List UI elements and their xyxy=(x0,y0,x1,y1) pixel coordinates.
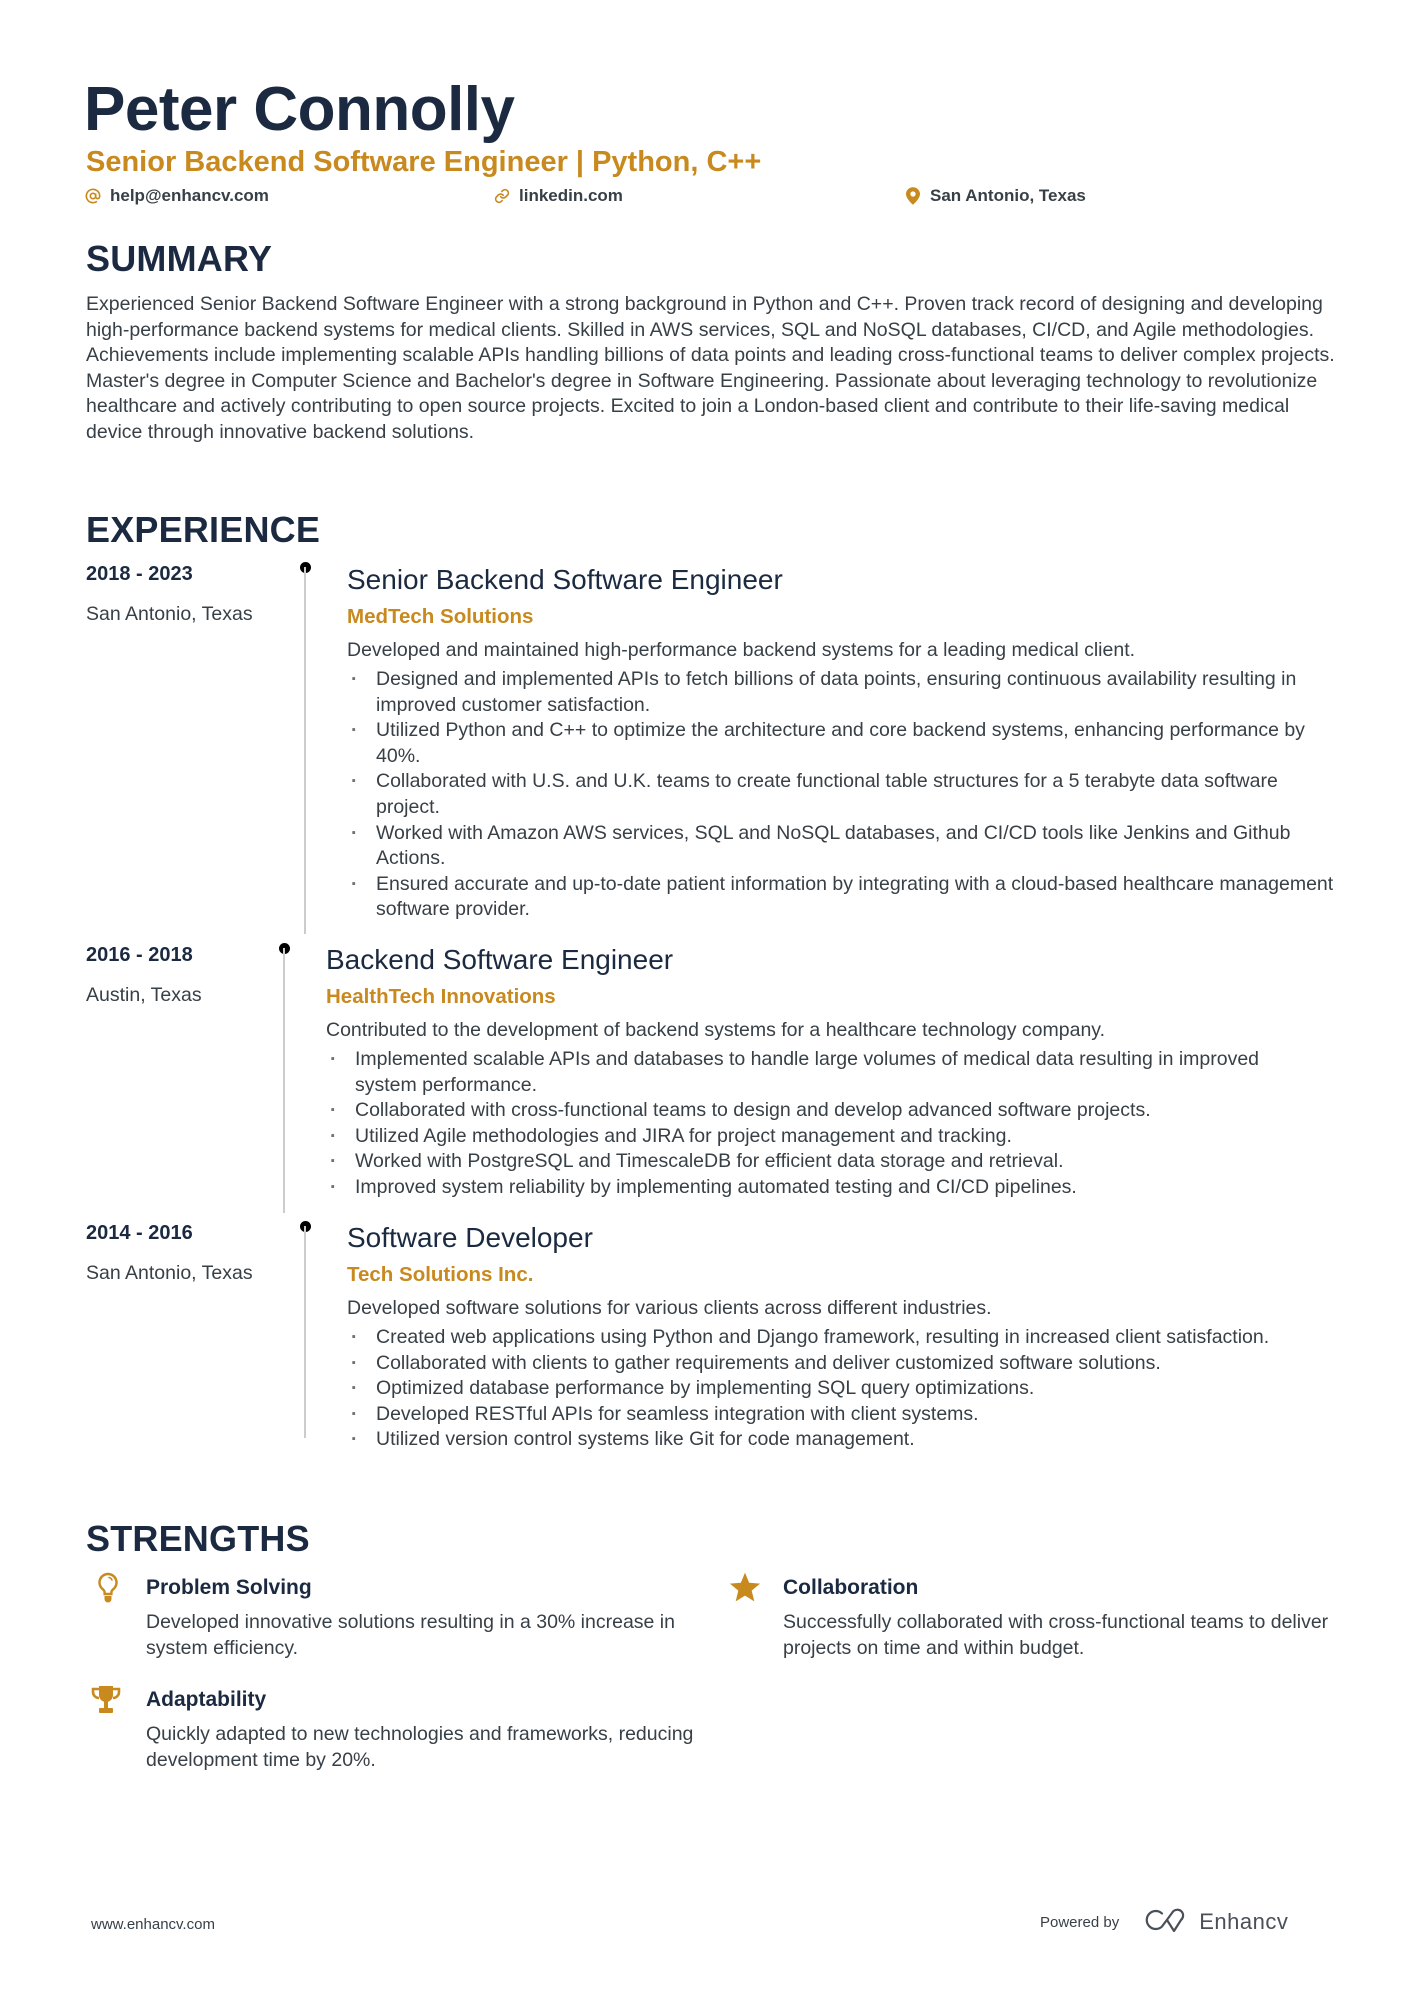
strength-title: Collaboration xyxy=(783,1576,919,1599)
strengths-heading: STRENGTHS xyxy=(86,1518,310,1559)
strength-title: Adaptability xyxy=(146,1688,267,1711)
timeline-line xyxy=(304,1226,306,1438)
job-title: Senior Backend Software Engineer xyxy=(347,564,783,595)
candidate-title: Senior Backend Software Engineer | Python, C++ xyxy=(86,146,762,178)
strength-description: Quickly adapted to new technologies and frameworks, reducing development time by 20%. xyxy=(146,1723,694,1771)
job-title: Software Developer xyxy=(347,1222,593,1253)
powered-by[interactable] xyxy=(1040,1905,1288,1939)
job-dates: 2016 - 2018 xyxy=(86,944,193,966)
bullet-item: · Improved system reliability by implementing automated testing and CI/CD pipelines. xyxy=(326,1175,1326,1201)
at-icon xyxy=(84,187,102,205)
bullet-item: · Utilized Python and C++ to optimize the architecture and core backend systems, enhancing performance by 40%. xyxy=(347,718,1347,769)
footer-website[interactable]: www.enhancv.com xyxy=(91,1916,215,1933)
bullet-item: · Developed RESTful APIs for seamless integration with client systems. xyxy=(347,1402,1347,1428)
bullet-item: · Worked with Amazon AWS services, SQL and NoSQL databases, and CI/CD tools like Jenkins and Github Actions. xyxy=(347,821,1347,872)
strength-description: Developed innovative solutions resulting in a 30% increase in system efficiency. xyxy=(146,1611,675,1659)
link-icon xyxy=(493,187,511,205)
strength-title: Problem Solving xyxy=(146,1576,312,1599)
brand-name: Enhancv xyxy=(1199,1909,1289,1934)
bullet-item: · Optimized database performance by implementing SQL query optimizations. xyxy=(347,1376,1347,1402)
job-dates: 2018 - 2023 xyxy=(86,563,193,585)
job-description: Developed and maintained high-performance backend systems for a leading medical client. xyxy=(347,639,1136,661)
summary-text: Experienced Senior Backend Software Engineer with a strong background in Python and C++. Proven track record of designing and developing high-performance backend systems for medical clients. Skilled in AWS services, SQL and NoSQL databases, CI/CD, and Agile methodologies. Achievements include implementing scalable APIs handling billions of data points and leading cross-functional teams to deliver complex projects. Master's degree in Computer Science and Bachelor's degree in Software Engineering. Passionate about leveraging technology to revolutionize healthcare and actively contributing to open source projects. Excited to join a London-based client and contribute to their life-saving medical device through innovative backend solutions. xyxy=(86,293,1335,443)
bullet-item: · Collaborated with clients to gather requirements and deliver customized software solutions. xyxy=(347,1351,1347,1377)
contact-email[interactable] xyxy=(84,184,269,208)
bullet-item: · Collaborated with cross-functional teams to design and develop advanced software projects. xyxy=(326,1098,1326,1124)
timeline-line xyxy=(304,567,306,934)
trophy-icon xyxy=(90,1684,122,1716)
bullet-item: · Utilized version control systems like Git for code management. xyxy=(347,1427,1347,1453)
job-company: Tech Solutions Inc. xyxy=(347,1263,534,1286)
job-bullets xyxy=(347,667,1347,923)
bullet-item: · Implemented scalable APIs and databases to handle large volumes of medical data resulting in improved system performance. xyxy=(326,1047,1326,1098)
contact-linkedin[interactable] xyxy=(493,184,623,208)
contact-linkedin-text: linkedin.com xyxy=(519,186,623,205)
job-description: Developed software solutions for various clients across different industries. xyxy=(347,1297,992,1319)
bullet-item: · Created web applications using Python and Django framework, resulting in increased client satisfaction. xyxy=(347,1325,1347,1351)
job-bullets xyxy=(326,1047,1326,1201)
lightbulb-icon xyxy=(92,1572,124,1604)
job-company: HealthTech Innovations xyxy=(326,985,556,1008)
bullet-item: · Designed and implemented APIs to fetch billions of data points, ensuring continuous availability resulting in improved customer satisfaction. xyxy=(347,667,1347,718)
timeline-line xyxy=(283,948,285,1213)
job-description: Contributed to the development of backend systems for a healthcare technology company. xyxy=(326,1019,1106,1041)
summary-heading: SUMMARY xyxy=(86,238,273,279)
bullet-item: · Collaborated with U.S. and U.K. teams to create functional table structures for a 5 terabyte data software project. xyxy=(347,769,1347,820)
job-bullets xyxy=(347,1325,1347,1453)
candidate-name: Peter Connolly xyxy=(84,75,515,144)
bullet-item: · Ensured accurate and up-to-date patient information by integrating with a cloud-based healthcare management software provider. xyxy=(347,872,1347,923)
job-location: Austin, Texas xyxy=(86,984,202,1006)
job-dates: 2014 - 2016 xyxy=(86,1222,193,1244)
location-pin-icon xyxy=(904,187,922,205)
powered-by-label: Powered by xyxy=(1040,1913,1120,1931)
job-location: San Antonio, Texas xyxy=(86,1262,253,1284)
contact-email-text: help@enhancv.com xyxy=(110,186,269,205)
bullet-item: · Worked with PostgreSQL and TimescaleDB for efficient data storage and retrieval. xyxy=(326,1149,1326,1175)
bullet-item: · Utilized Agile methodologies and JIRA for project management and tracking. xyxy=(326,1124,1326,1150)
star-icon xyxy=(729,1572,761,1604)
contact-location-text: San Antonio, Texas xyxy=(930,186,1086,205)
job-location: San Antonio, Texas xyxy=(86,603,253,625)
contact-location xyxy=(904,184,1086,208)
experience-heading: EXPERIENCE xyxy=(86,509,321,550)
job-company: MedTech Solutions xyxy=(347,605,534,628)
strength-description: Successfully collaborated with cross-functional teams to deliver projects on time and within budget. xyxy=(783,1611,1329,1659)
enhancv-logo-icon xyxy=(1145,1907,1191,1938)
job-title: Backend Software Engineer xyxy=(326,944,674,975)
